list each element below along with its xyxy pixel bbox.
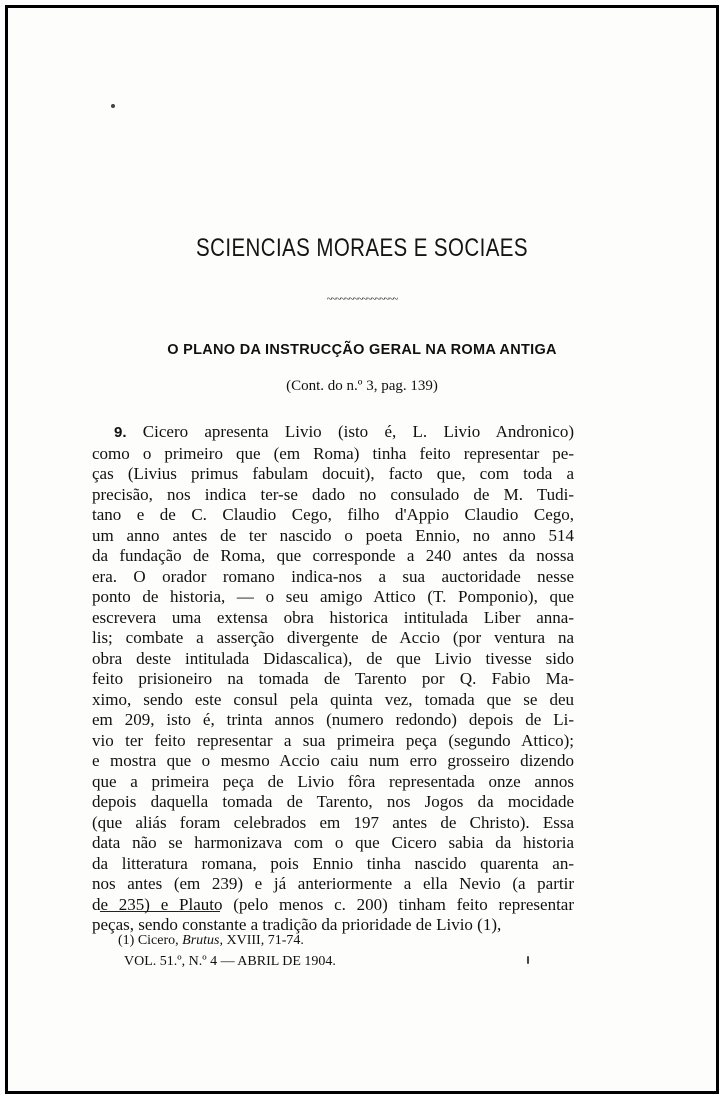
footnote-work: Brutus,	[182, 933, 223, 948]
body-line: peças, sendo constante a tradição da prioridade de Livio (1),	[92, 915, 502, 934]
body-line: da litteratura romana, pois Ennio tinha nascido quarenta an-	[92, 853, 574, 873]
body-line: precisão, nos indica ter-se dado no consulado de M. Tudi-	[92, 484, 574, 504]
body-line: escrevera uma extensa obra historica intitulada Liber anna-	[92, 607, 574, 627]
body-line: ponto de historia, — o seu amigo Attico (T. Pomponio), que	[92, 587, 574, 606]
body-line: um anno antes de ter nascido o poeta Ennio, no anno 514	[92, 525, 574, 545]
body-line: como o primeiro que (em Roma) tinha feito representar pe-	[92, 443, 574, 463]
body-line: (que aliás foram celebrados em 197 antes de Christo). Essa	[92, 812, 574, 832]
ornament-divider: ~~~~~~~~~~~~~~~~	[326, 294, 398, 305]
body-line: feito prisioneiro na tomada de Tarento por Q. Fabio Ma-	[92, 669, 574, 688]
page-speck	[527, 956, 529, 964]
body-line	[92, 422, 574, 444]
body-line: era. O orador romano indica-nos a sua auctoridade nesse	[92, 566, 574, 586]
body-line: nos antes (em 239) e já anteriormente a ella Nevio (a partir	[92, 874, 574, 893]
body-line: ças (Livius primus fabulam docuit), facto que, com toda a	[92, 464, 574, 483]
footnote-marker: (1)	[118, 933, 135, 948]
body-line: data não se harmonizava com o que Cicero sabia da historia	[92, 833, 574, 852]
footnote	[118, 933, 304, 949]
article-body	[92, 422, 574, 936]
body-line-text: Cicero apresenta Livio (isto é, L. Livio Andronico)	[142, 422, 574, 441]
footnote-reference: XVIII, 71-74.	[226, 933, 304, 948]
footnote-rule	[100, 911, 220, 912]
document-page	[5, 5, 719, 1094]
body-line: obra deste intitulada Didascalica), de que Livio tivesse sido	[92, 648, 574, 668]
continuation-note: (Cont. do n.º 3, pag. 139)	[286, 378, 438, 394]
section-title: SCIENCIAS MORAES E SOCIAES	[196, 234, 528, 262]
footnote-author: Cicero,	[137, 933, 179, 948]
volume-line: VOL. 51.º, N.º 4 — ABRIL DE 1904.	[124, 954, 336, 969]
body-line: tano e de C. Claudio Cego, filho d'Appio Claudio Cego,	[92, 505, 574, 524]
page-speck	[111, 104, 115, 108]
paragraph-number: 9.	[114, 424, 127, 441]
body-line: depois daquella tomada de Tarento, nos Jogos da mocidade	[92, 792, 574, 811]
body-line: lis; combate a asserção divergente de Accio (por ventura na	[92, 628, 574, 647]
body-line: de 235) e Plauto (pelo menos c. 200) tinham feito representar	[92, 894, 574, 914]
body-line: em 209, isto é, trinta annos (numero redondo) depois de Li-	[92, 710, 574, 729]
body-line: da fundação de Roma, que corresponde a 240 antes da nossa	[92, 546, 574, 565]
body-line: que a primeira peça de Livio fôra representada onze annos	[92, 771, 574, 791]
body-line: vio ter feito representar a sua primeira peça (segundo Attico);	[92, 730, 574, 750]
body-line: e mostra que o mesmo Accio caiu num erro grosseiro dizendo	[92, 751, 574, 770]
body-line: ximo, sendo este consul pela quinta vez, tomada que se deu	[92, 689, 574, 709]
article-title: O PLANO DA INSTRUCÇÃO GERAL NA ROMA ANTIGA	[167, 342, 557, 358]
